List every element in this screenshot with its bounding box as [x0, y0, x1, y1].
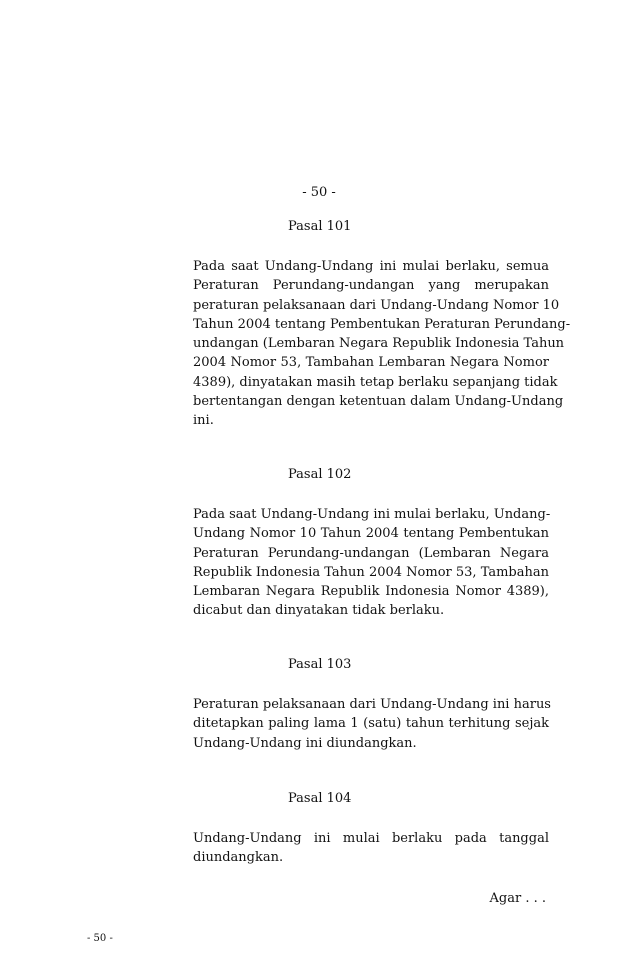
page-number-header: - 50 -	[302, 185, 336, 200]
text-line: Republik Indonesia Tahun 2004 Nomor 53, Tambahan	[193, 564, 549, 580]
text-line: Undang-Undang ini mulai berlaku pada tanggal	[193, 831, 549, 846]
text-line: ditetapkan paling lama 1 (satu) tahun terhitung sejak	[193, 716, 549, 732]
text-line: Peraturan Perundang-undangan (Lembaran Negara	[193, 545, 549, 561]
article-body-pasal-102	[193, 505, 549, 621]
text-line: Tahun 2004 tentang Pembentukan Peraturan Perundang-	[193, 316, 571, 332]
text-line: Peraturan Perundang-undangan yang merupakan	[193, 278, 549, 294]
page-number-footer: - 50 -	[87, 933, 113, 944]
text-line: 2004 Nomor 53, Tambahan Lembaran Negara Nomor	[193, 355, 549, 371]
text-line: Undang Nomor 10 Tahun 2004 tentang Pembentukan	[193, 526, 549, 542]
article-title-pasal-104: Pasal 104	[288, 791, 352, 806]
text-line: ini.	[193, 413, 214, 429]
text-line: Pada saat Undang-Undang ini mulai berlaku, Undang-	[193, 507, 551, 522]
text-line: diundangkan.	[193, 850, 284, 866]
text-line: Peraturan pelaksanaan dari Undang-Undang ini harus	[193, 697, 551, 712]
article-title-pasal-101: Pasal 101	[288, 219, 352, 234]
text-line: Pada saat Undang-Undang ini mulai berlaku, semua	[193, 259, 549, 274]
text-line: Undang-Undang ini diundangkan.	[193, 735, 417, 751]
article-body-pasal-104	[193, 829, 549, 868]
text-line: undangan (Lembaran Negara Republik Indonesia Tahun	[193, 336, 565, 352]
text-line: bertentangan dengan ketentuan dalam Undang-Undang	[193, 394, 564, 410]
article-body-pasal-101	[193, 257, 571, 431]
catchword: Agar . . .	[489, 891, 546, 906]
article-title-pasal-103: Pasal 103	[288, 657, 352, 672]
article-title-pasal-102: Pasal 102	[288, 467, 352, 482]
text-line: peraturan pelaksanaan dari Undang-Undang Nomor 10	[193, 297, 560, 313]
article-body-pasal-103	[193, 695, 549, 753]
text-line: 4389), dinyatakan masih tetap berlaku sepanjang tidak	[193, 374, 558, 390]
text-line: Lembaran Negara Republik Indonesia Nomor 4389),	[193, 584, 549, 600]
text-line: dicabut dan dinyatakan tidak berlaku.	[193, 603, 445, 619]
